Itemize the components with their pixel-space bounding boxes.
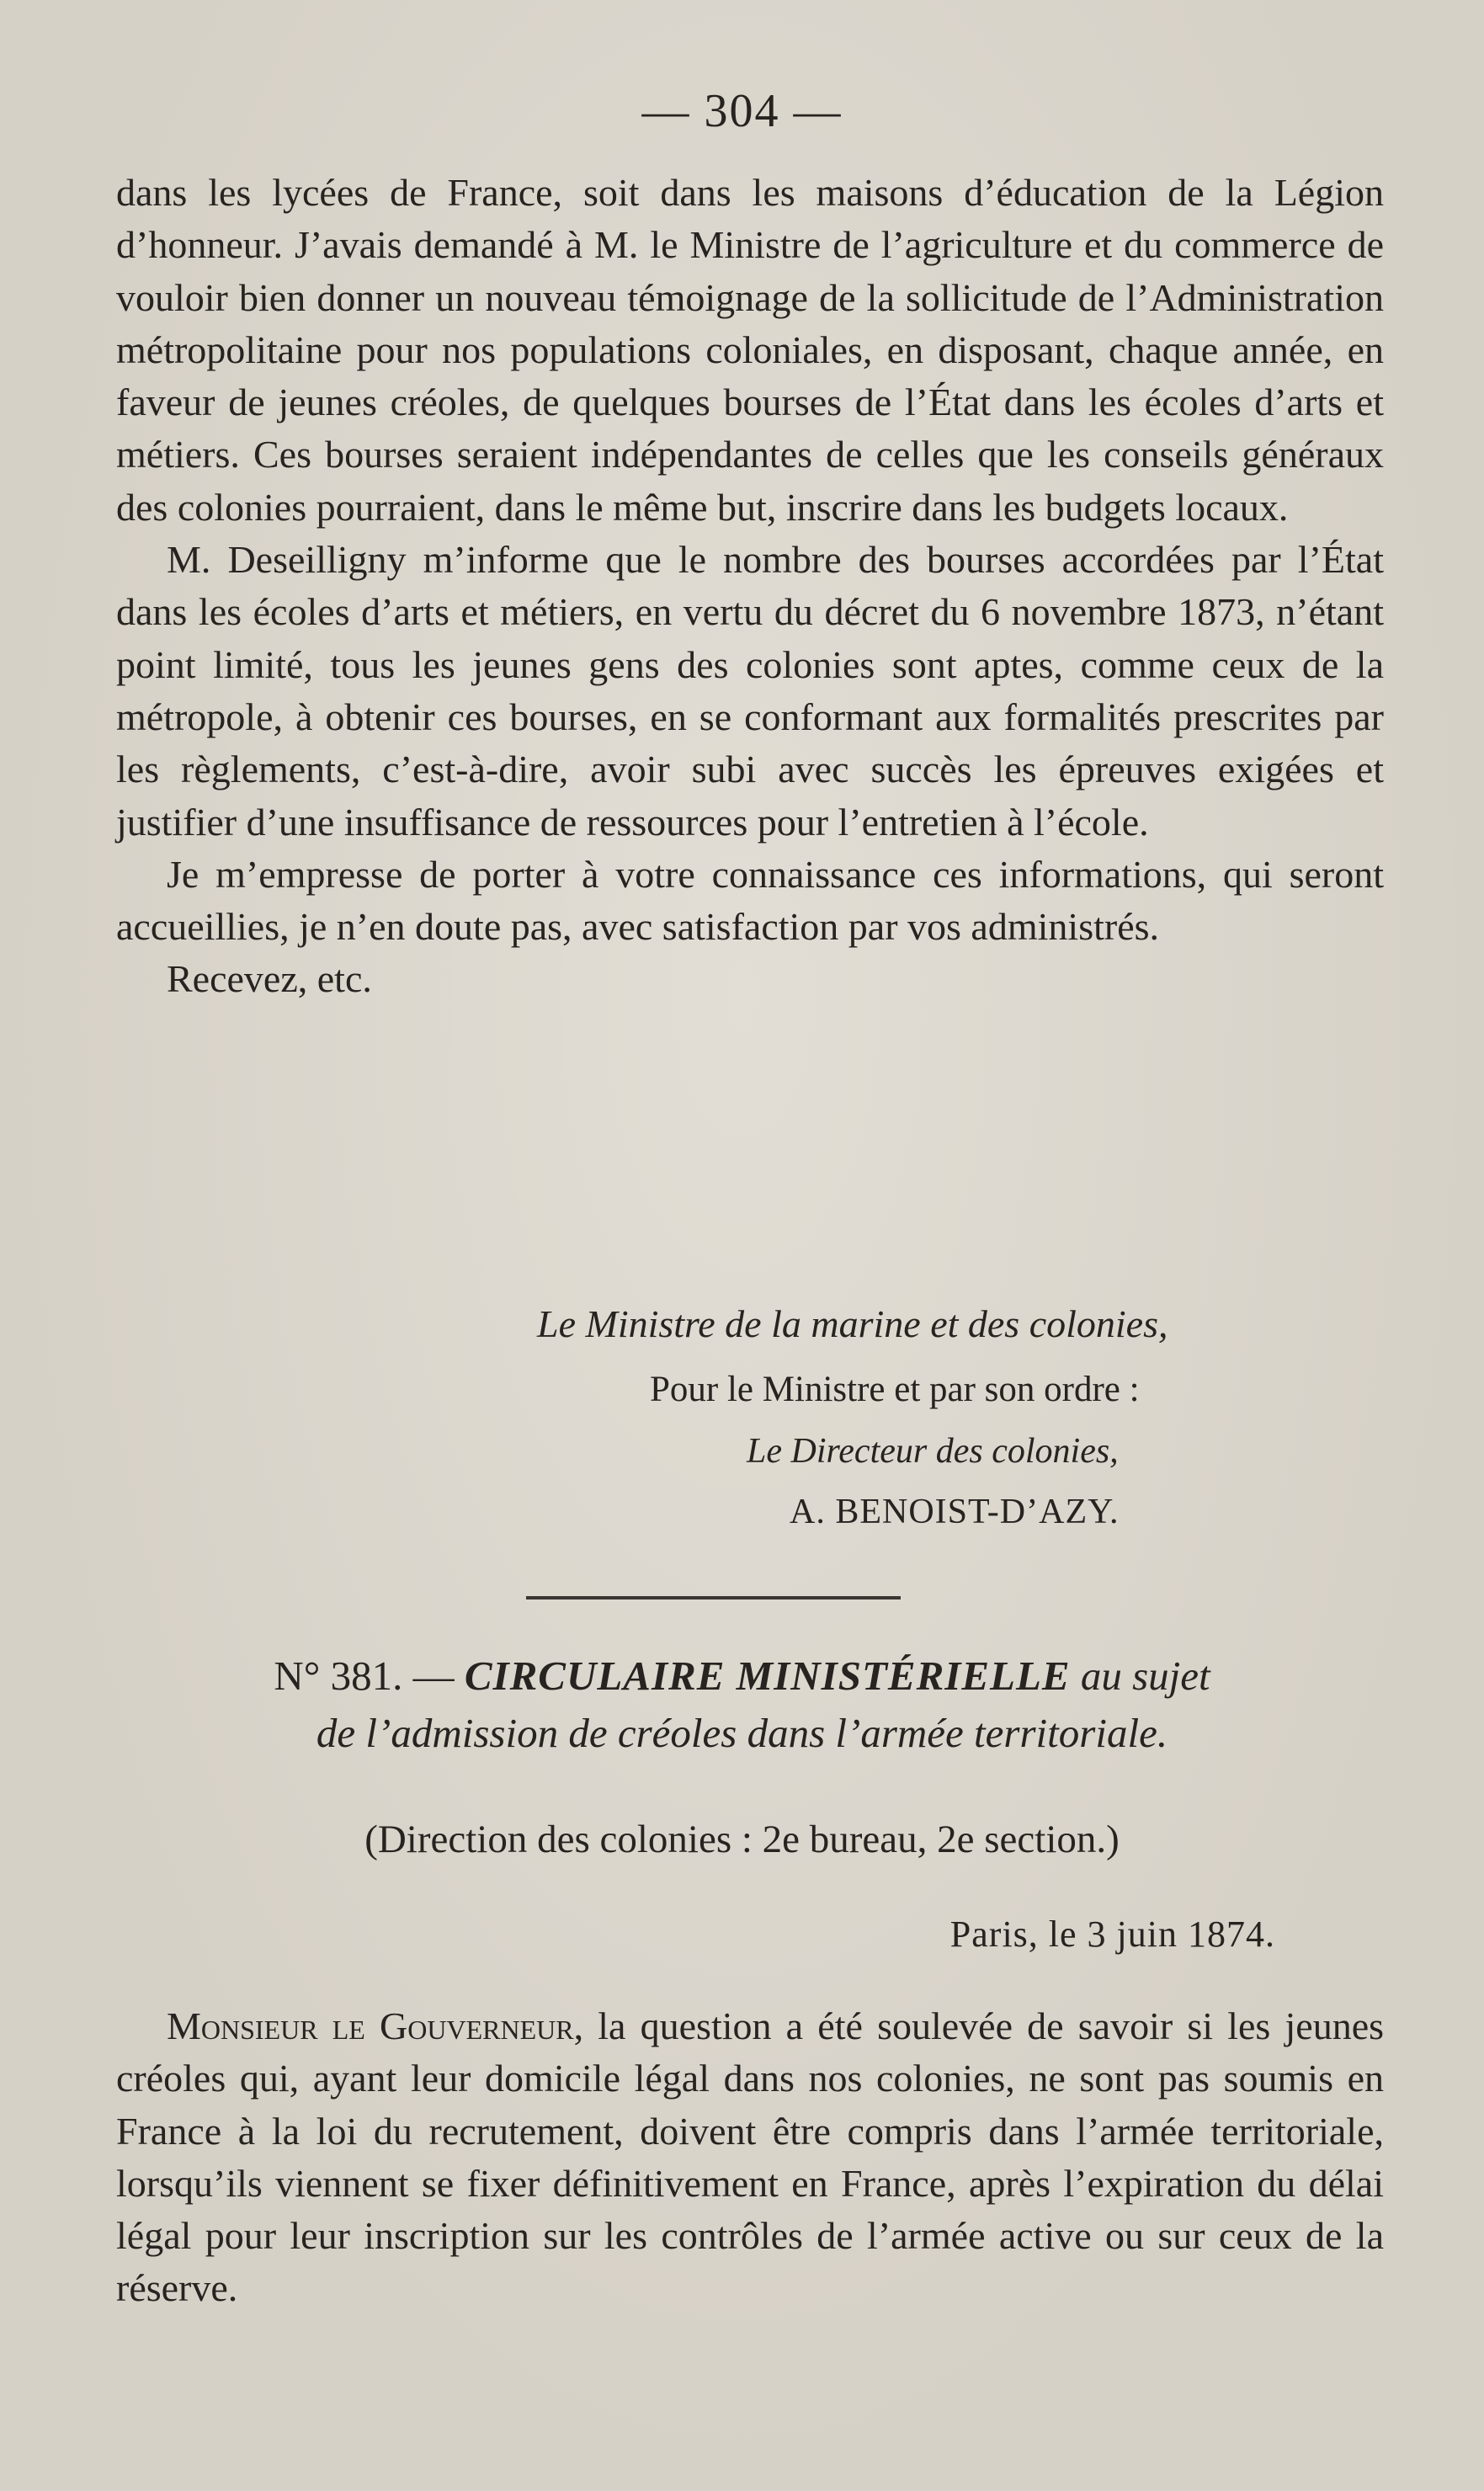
page-number: — 304 — xyxy=(641,85,843,137)
circular-title: CIRCULAIRE MINISTÉRIELLE xyxy=(464,1653,1071,1699)
direction-line: (Direction des colonies : 2e bureau, 2e section.) xyxy=(364,1818,1120,1861)
paragraph xyxy=(116,2000,1384,2315)
closing: Recevez, etc. xyxy=(167,957,372,1001)
salutation: Monsieur le Gouverneur xyxy=(167,2004,574,2047)
dateline: Paris, le 3 juin 1874. xyxy=(949,1913,1275,1955)
paragraph: Je m’empresse de porter à votre connaissance ces informations, qui seront accueillies, je n’en doute pas, avec satisfaction par vos administrés. xyxy=(116,852,1384,949)
circular-heading-line-1 xyxy=(0,1652,1484,1700)
signature-director: Le Directeur des colonies, xyxy=(747,1432,1119,1471)
circular-number: N° 381. xyxy=(274,1653,403,1699)
heading-dash: — xyxy=(402,1653,465,1699)
signature-order: Pour le Ministre et par son ordre : xyxy=(650,1370,1140,1409)
signature-title: Le Ministre de la marine et des colonies, xyxy=(537,1302,1168,1345)
paragraph: M. Deseilligny m’informe que le nombre des bourses accordées par l’État dans les écoles d’arts et métiers, en vertu du décret du 6 novembre 1873, n’étant point limité, tous les jeunes gens des colonies sont aptes, comme ceux de la métropole, à obtenir ces bourses, en se conformant aux formalités prescrites par les règlements, c’est-à-dire, avoir subi avec succès les épreuves exigées et justifier d’une insuffisance de ressources pour l’entretien à l’école. xyxy=(116,538,1384,844)
circular-body xyxy=(116,2000,1384,2315)
section-divider xyxy=(526,1596,901,1599)
circular-text: , la question a été soulevée de savoir si les jeunes créoles qui, ayant leur domicile légal dans nos colonies, ne sont pas soumis en France à la loi du recrutement, doivent être compris dans l’armée territoriale, lorsqu’ils viennent se fixer définitivement en France, après l’expiration du délai légal pour leur inscription sur les contrôles de l’armée active ou sur ceux de la réserve. xyxy=(116,2004,1385,2310)
circular-title-rest: au sujet xyxy=(1070,1653,1210,1699)
paragraph: dans les lycées de France, soit dans les maisons d’éducation de la Légion d’honneur. J’avais demandé à M. le Ministre de l’agriculture et du commerce de vouloir bien donner un nouveau témoignage de la sollicitude de l’Administration métropolitaine pour nos populations coloniales, en disposant, chaque année, en faveur de jeunes créoles, de quelques bourses de l’État dans les écoles d’arts et métiers. Ces bourses seraient indépendantes de celles que les conseils généraux des colonies pourraient, dans le même but, inscrire dans les budgets locaux. xyxy=(116,171,1384,529)
signature-name: A. BENOIST-D’AZY. xyxy=(790,1493,1120,1531)
circular-heading-line-2: de l’admission de créoles dans l’armée territoriale. xyxy=(316,1710,1168,1756)
letter-body xyxy=(116,167,1384,1006)
